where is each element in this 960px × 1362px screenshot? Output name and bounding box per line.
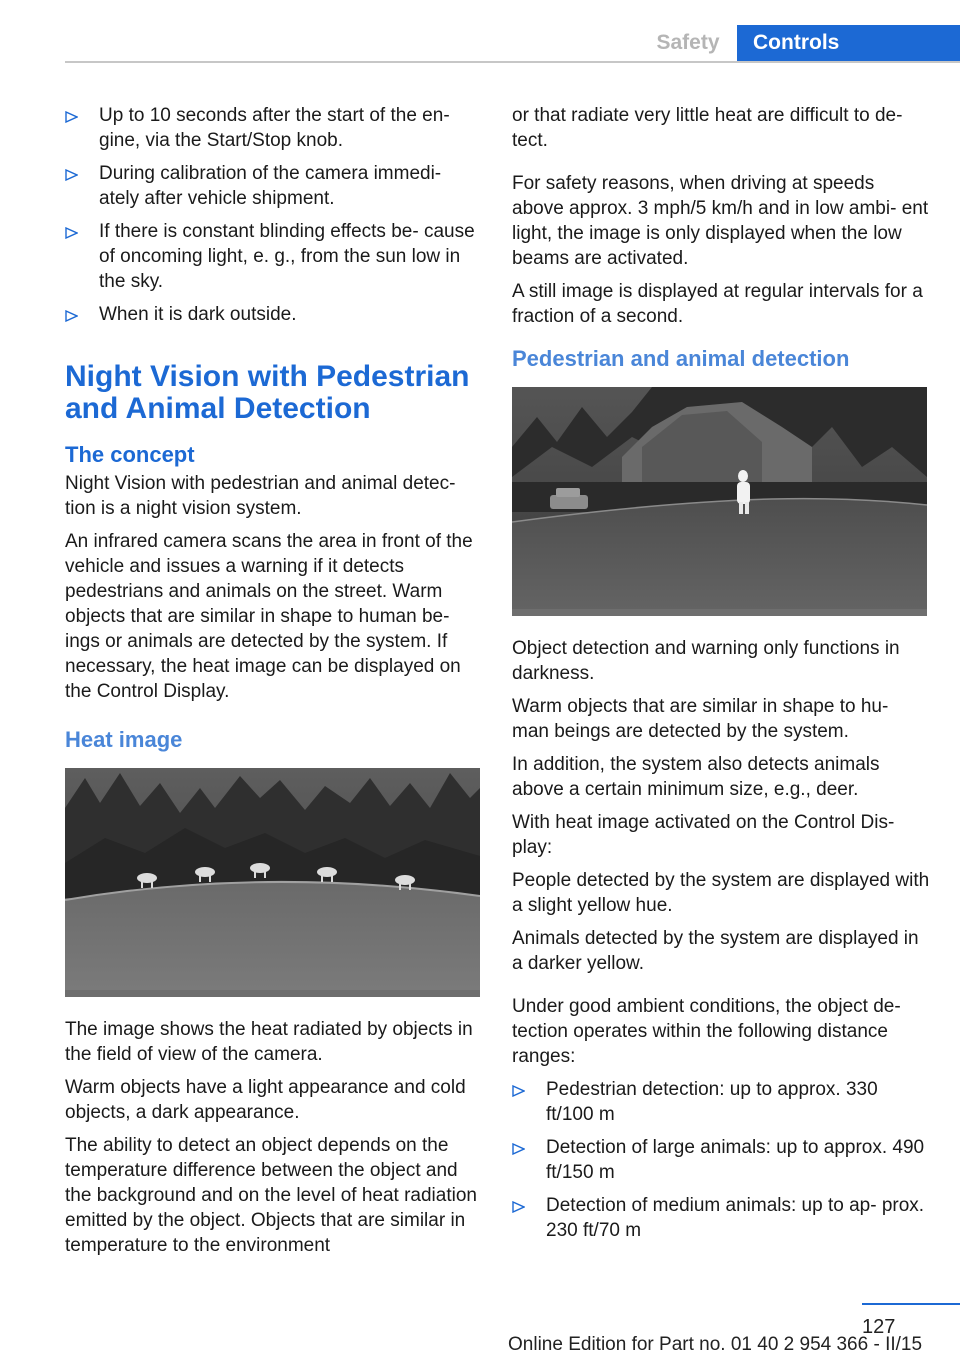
triangle-bullet-icon — [512, 1193, 525, 1213]
triangle-bullet-icon — [65, 103, 78, 123]
heat-paragraph: The image shows the heat radiated by objects in the field of view of the camera. — [65, 1019, 473, 1065]
pedestrian-paragraph: Under good ambient conditions, the object de‐ tection operates within the following distance ranges: — [512, 996, 901, 1067]
pedestrian-paragraph: Object detection and warning only functions in darkness. — [512, 638, 900, 684]
heat-paragraph: Warm objects have a light appearance and cold objects, a dark appearance. — [65, 1077, 466, 1123]
list-item: Pedestrian detection: up to approx. 330 ft/100 m — [512, 1077, 930, 1127]
page-number: 127 — [862, 1316, 896, 1338]
pedestrian-paragraph: People detected by the system are displayed with a slight yellow hue. — [512, 870, 930, 916]
pedestrian-paragraph: In addition, the system also detects animals above a certain minimum size, e.g., deer. — [512, 754, 880, 800]
list-item: If there is constant blinding effects be‐ cause of oncoming light, e. g., from the sun low in the sky. — [65, 219, 480, 294]
pedestrian-paragraph: Animals detected by the system are displayed in a darker yellow. — [512, 928, 919, 974]
continued-paragraph: A still image is displayed at regular intervals for a fraction of a second. — [512, 281, 923, 327]
triangle-bullet-icon — [512, 1077, 525, 1097]
pedestrian-image-illustration — [512, 387, 927, 609]
triangle-bullet-icon — [65, 161, 78, 181]
list-item: Up to 10 seconds after the start of the en‐ gine, via the Start/Stop knob. — [65, 103, 480, 153]
continued-paragraph: or that radiate very little heat are difficult to de‐ tect. — [512, 105, 903, 151]
right-column — [512, 103, 930, 1251]
heat-image-heading: Heat image — [65, 727, 183, 752]
concept-paragraph: An infrared camera scans the area in front of the vehicle and issues a warning if it detects pedestrians and animals on the street. Warm objects that are similar in shape to human be‐ ings or animals are detected by the system. If necessary, the heat image can be displayed on the Control Display. — [65, 531, 473, 702]
distance-ranges-list — [512, 1077, 930, 1243]
list-item: Detection of large animals: up to approx. 490 ft/150 m — [512, 1135, 930, 1185]
edition-text: Online Edition for Part no. 01 40 2 954 366 - II/15 — [508, 1334, 923, 1355]
header-rule — [65, 61, 960, 63]
list-item: During calibration of the camera immedi‐ ately after vehicle shipment. — [65, 161, 480, 211]
concept-heading: The concept — [65, 442, 195, 467]
continued-paragraph: For safety reasons, when driving at speeds above approx. 3 mph/5 km/h and in low ambi‐ ent light, the image is only displayed when the low beams are activated. — [512, 173, 929, 269]
footer-rule — [862, 1303, 960, 1305]
pedestrian-paragraph: With heat image activated on the Control Dis‐ play: — [512, 812, 895, 858]
triangle-bullet-icon — [65, 302, 78, 322]
pedestrian-paragraph: Warm objects that are similar in shape to hu‐ man beings are detected by the system. — [512, 696, 889, 742]
heat-image-figure — [65, 768, 480, 997]
concept-paragraph: Night Vision with pedestrian and animal detec‐ tion is a night vision system. — [65, 473, 456, 519]
left-column — [65, 103, 480, 1266]
tab-safety[interactable]: Safety — [656, 31, 720, 54]
section-title: Night Vision with Pedestrian and Animal Detection — [65, 360, 470, 425]
conditions-list — [65, 103, 480, 327]
triangle-bullet-icon — [512, 1135, 525, 1155]
list-item: When it is dark outside. — [65, 302, 480, 327]
list-item: Detection of medium animals: up to ap‐ prox. 230 ft/70 m — [512, 1193, 930, 1243]
heat-paragraph: The ability to detect an object depends on the temperature difference between the object and the background and on the level of heat radiation emitted by the object. Objects that are similar in temperature to the environment — [65, 1135, 477, 1256]
triangle-bullet-icon — [65, 219, 78, 239]
tab-controls[interactable]: Controls — [737, 25, 960, 63]
pedestrian-heading: Pedestrian and animal detection — [512, 346, 850, 371]
heat-image-illustration — [65, 768, 480, 990]
pedestrian-image-figure — [512, 387, 927, 616]
